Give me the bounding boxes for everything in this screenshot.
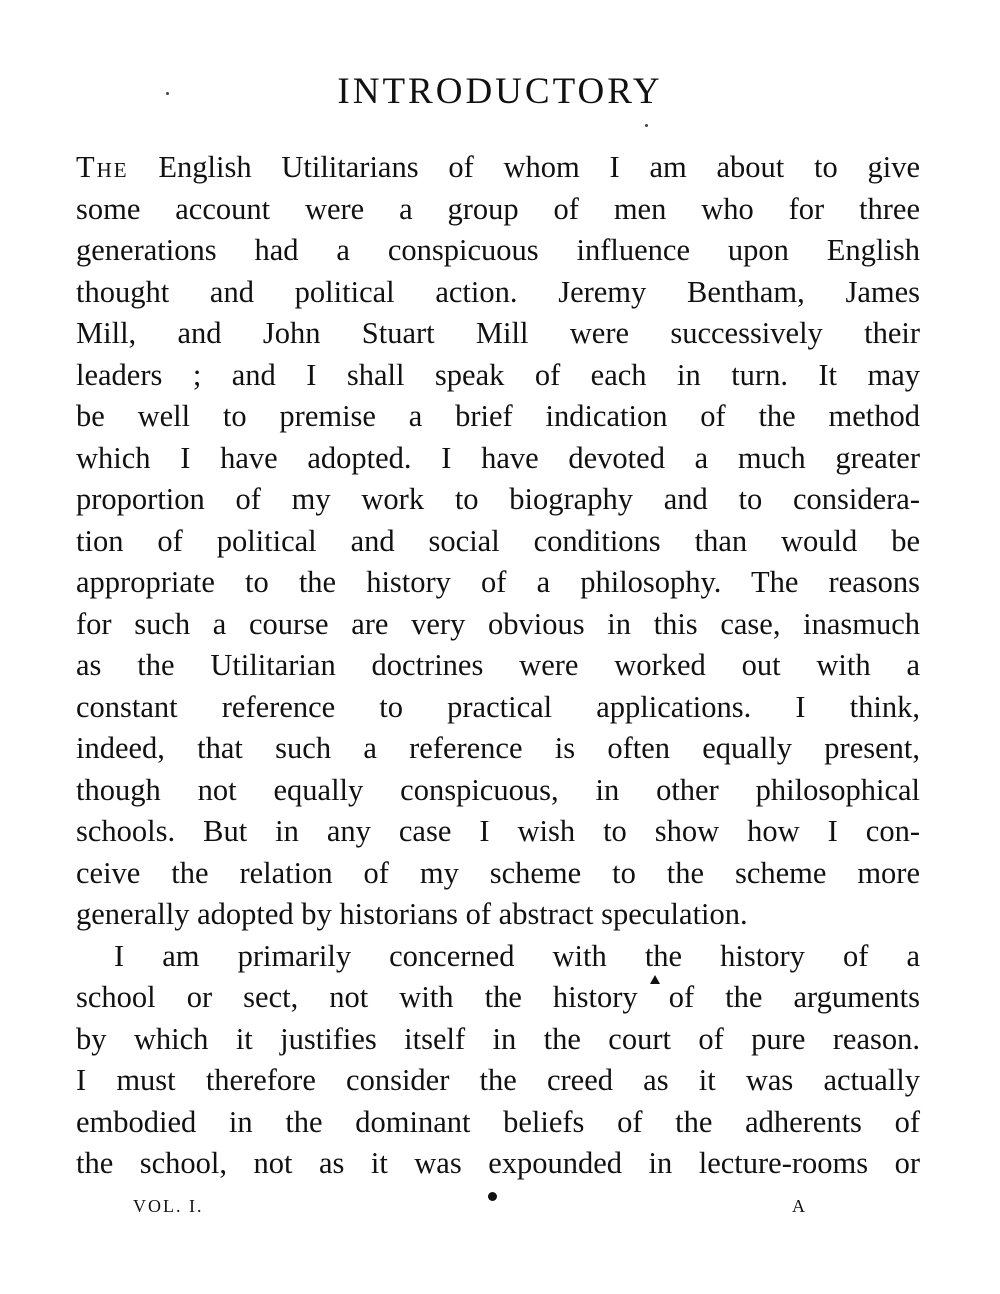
text-line: be well to premise a brief indication of the method (76, 399, 920, 433)
text-line: appropriate to the history of a philosophy. The reasons (76, 565, 920, 599)
text-line: leaders ; and I shall speak of each in turn. It may (76, 357, 920, 392)
body-text (76, 147, 920, 1185)
text-line: I must therefore consider the creed as it was actually (76, 1063, 920, 1097)
text-line: Mill, and John Stuart Mill were successively their (76, 316, 920, 350)
text-line: thought and political action. Jeremy Bentham, James (76, 274, 920, 309)
text-line: proportion of my work to biography and to considera- (76, 482, 920, 516)
text-line: embodied in the dominant beliefs of the adherents of (76, 1104, 920, 1139)
text-line: by which it justifies itself in the court of pure reason. (76, 1021, 920, 1056)
text-line: though not equally conspicuous, in other philosophical (76, 772, 920, 807)
chapter-title: INTRODUCTORY (337, 71, 663, 112)
text-line: for such a course are very obvious in this case, inasmuch (76, 606, 920, 641)
text-line: I am primarily concerned with the history of a (114, 938, 920, 973)
text-line: ceive the relation of my scheme to the scheme more (76, 855, 920, 890)
ink-speck (645, 124, 648, 127)
text-line: some account were a group of men who for three (76, 191, 920, 226)
text-line: as the Utilitarian doctrines were worked out with a (76, 648, 920, 682)
text-line-content: English Utilitarians of whom I am about to give (128, 150, 920, 184)
lead-word: The (76, 150, 129, 184)
ink-speck (166, 92, 169, 95)
text-line (76, 147, 920, 189)
text-line: tion of political and social conditions than would be (76, 523, 920, 558)
text-line: schools. But in any case I wish to show how I con- (76, 814, 920, 848)
volume-label: VOL. I. (133, 1196, 204, 1216)
page-footer (0, 1196, 1000, 1226)
text-line: generations had a conspicuous influence upon English (76, 233, 920, 267)
text-line: the school, not as it was expounded in lecture-rooms or (76, 1146, 920, 1180)
text-line: school or sect, not with the history of the arguments (76, 980, 920, 1014)
text-line: constant reference to practical applications. I think, (76, 689, 920, 724)
text-line: which I have adopted. I have devoted a much greater (76, 440, 920, 475)
text-line: generally adopted by historians of abstract speculation. (76, 897, 748, 931)
ink-mark (650, 975, 660, 984)
text-line: indeed, that such a reference is often equally present, (76, 731, 920, 765)
signature-mark: A (792, 1196, 807, 1216)
ink-dot (488, 1192, 497, 1201)
